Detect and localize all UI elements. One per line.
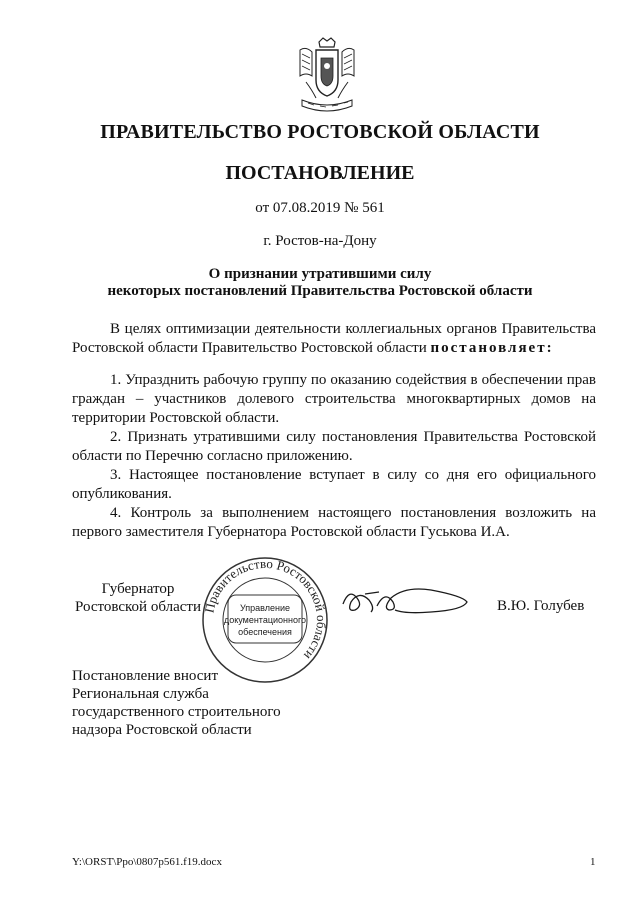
seal-inner-line-3: обеспечения (238, 627, 292, 637)
document-city: г. Ростов-на-Дону (263, 233, 377, 249)
handwritten-signature (335, 580, 475, 620)
seal-outer-text: Правительство Ростовской области (201, 555, 330, 663)
coat-of-arms-icon (292, 36, 362, 118)
contributor-line-3: государственного строительного (72, 704, 281, 720)
signatory-title-line-2: Ростовской области (75, 599, 201, 615)
contributor-note (72, 667, 332, 739)
document-type-heading: ПОСТАНОВЛЕНИЕ (225, 162, 415, 184)
resolution-item: 2. Признать утратившими силу постановления Правительства Ростовской области по Перечню согласно приложению. (72, 429, 596, 464)
signatory-title-line-1: Губернатор (101, 581, 175, 597)
resolution-item: 3. Настоящее постановление вступает в силу со дня его официального опубликования. (72, 467, 596, 502)
contributor-line-4: надзора Ростовской области (72, 722, 252, 738)
subject-line-1: О признании утратившими силу (208, 266, 432, 282)
subject-line-2: некоторых постановлений Правительства Ростовской области (107, 283, 533, 299)
footer-file-path: Y:\ORST\Ppo\0807p561.f19.docx (72, 856, 222, 868)
footer-page-number: 1 (590, 856, 596, 868)
resolution-items (72, 371, 596, 542)
resolution-item: 1. Упразднить рабочую группу по оказанию содействия в обеспечении прав граждан – участников долевого строительства многоквартирных домов на территории Ростовской области. (72, 372, 596, 426)
contributor-line-2: Региональная служба (72, 686, 209, 702)
signatory-title (72, 580, 204, 616)
document-subject (0, 266, 640, 300)
seal-inner-line-1: Управление (239, 603, 291, 613)
contributor-line-1: Постановление вносит (72, 668, 219, 684)
preamble-text: В целях оптимизации деятельности коллегиальных органов Правительства Ростовской области Правительство Ростовской области (72, 321, 596, 356)
seal-inner-line-2: документационного (223, 615, 307, 625)
preamble-paragraph (72, 320, 596, 358)
preamble-emphasis: постановляет: (430, 340, 554, 356)
signatory-name: В.Ю. Голубев (497, 598, 585, 614)
organization-title: ПРАВИТЕЛЬСТВО РОСТОВСКОЙ ОБЛАСТИ (100, 121, 540, 143)
resolution-item: 4. Контроль за выполнением настоящего постановления возложить на первого заместителя Губернатора Ростовской области Гуськова И.А. (72, 505, 596, 540)
official-seal-stamp (200, 555, 330, 685)
document-date-number: от 07.08.2019 № 561 (255, 200, 385, 216)
